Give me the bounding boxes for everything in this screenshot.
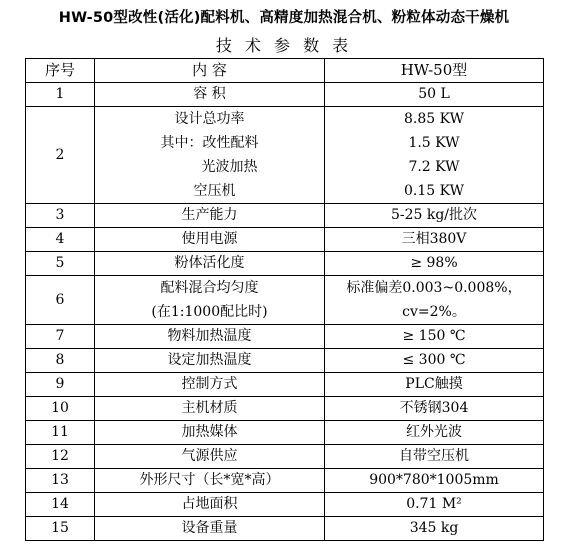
row-value: 0.71 M²	[325, 493, 544, 517]
row-index: 14	[26, 493, 95, 517]
document-title: HW-50型改性(活化)配料机、高精度加热混合机、粉粒体动态干燥机	[58, 10, 510, 26]
table-row	[26, 83, 544, 107]
row-index: 6	[26, 276, 95, 325]
table-row	[26, 517, 544, 541]
row-item: 主机材质	[95, 397, 325, 421]
sub-item: (在1:1000配比时)	[151, 304, 268, 320]
row-index: 12	[26, 445, 95, 469]
table-row	[26, 325, 544, 349]
spec-table	[25, 58, 544, 541]
row-index: 10	[26, 397, 95, 421]
table-row	[26, 373, 544, 397]
sub-item: 其中：改性配料	[160, 135, 259, 151]
sub-item: 光波加热	[201, 159, 258, 175]
row-value: 5-25 kg/批次	[325, 204, 544, 228]
row-index: 2	[26, 107, 95, 204]
header-index: 序号	[26, 59, 95, 83]
table-subtitle: 技 术 参 数 表	[215, 36, 353, 55]
row-value: ≤ 300 ℃	[325, 349, 544, 373]
row-item-group	[95, 107, 325, 204]
table-row	[26, 421, 544, 445]
row-item: 容 积	[95, 83, 325, 107]
table-row	[26, 397, 544, 421]
row-value: 900*780*1005mm	[325, 469, 544, 493]
row-item: 设定加热温度	[95, 349, 325, 373]
sub-item: 空压机	[193, 183, 236, 199]
sub-value: 7.2 KW	[408, 159, 460, 175]
row-item: 生产能力	[95, 204, 325, 228]
row-item: 占地面积	[95, 493, 325, 517]
sub-value: 标准偏差0.003~0.008%，	[346, 280, 522, 296]
table-row	[26, 349, 544, 373]
row-item: 使用电源	[95, 228, 325, 252]
row-index: 4	[26, 228, 95, 252]
row-index: 11	[26, 421, 95, 445]
header-model: HW-50型	[325, 59, 544, 83]
row-value: 三相380V	[325, 228, 544, 252]
table-row	[26, 228, 544, 252]
table-row	[26, 493, 544, 517]
sub-item: 配料混合均匀度	[160, 280, 259, 296]
table-header-row	[26, 59, 544, 83]
header-content: 内 容	[95, 59, 325, 83]
row-value-group	[325, 107, 544, 204]
row-item: 外形尺寸（长*宽*高）	[95, 469, 325, 493]
row-index: 9	[26, 373, 95, 397]
sub-item: 设计总功率	[174, 111, 245, 127]
sub-value: 0.15 KW	[404, 183, 464, 199]
row-value: 345 kg	[325, 517, 544, 541]
row-value: 自带空压机	[325, 445, 544, 469]
row-index: 13	[26, 469, 95, 493]
row-index: 15	[26, 517, 95, 541]
row-index: 8	[26, 349, 95, 373]
row-item-group	[95, 276, 325, 325]
row-item: 控制方式	[95, 373, 325, 397]
table-row	[26, 276, 544, 325]
row-value: 50 L	[325, 83, 544, 107]
row-item: 物料加热温度	[95, 325, 325, 349]
row-item: 设备重量	[95, 517, 325, 541]
table-row	[26, 252, 544, 276]
row-item: 加热媒体	[95, 421, 325, 445]
table-row	[26, 469, 544, 493]
sub-value: cv=2%。	[402, 304, 466, 320]
table-row	[26, 107, 544, 204]
table-row	[26, 204, 544, 228]
table-row	[26, 445, 544, 469]
row-index: 1	[26, 83, 95, 107]
row-value: ≥ 150 ℃	[325, 325, 544, 349]
row-value: 红外光波	[325, 421, 544, 445]
row-value: ≥ 98%	[325, 252, 544, 276]
sub-value: 1.5 KW	[408, 135, 460, 151]
row-value: PLC触摸	[325, 373, 544, 397]
row-item: 粉体活化度	[95, 252, 325, 276]
row-value-group	[325, 276, 544, 325]
row-index: 3	[26, 204, 95, 228]
row-index: 7	[26, 325, 95, 349]
row-value: 不锈钢304	[325, 397, 544, 421]
row-item: 气源供应	[95, 445, 325, 469]
row-index: 5	[26, 252, 95, 276]
sub-value: 8.85 KW	[404, 111, 464, 127]
